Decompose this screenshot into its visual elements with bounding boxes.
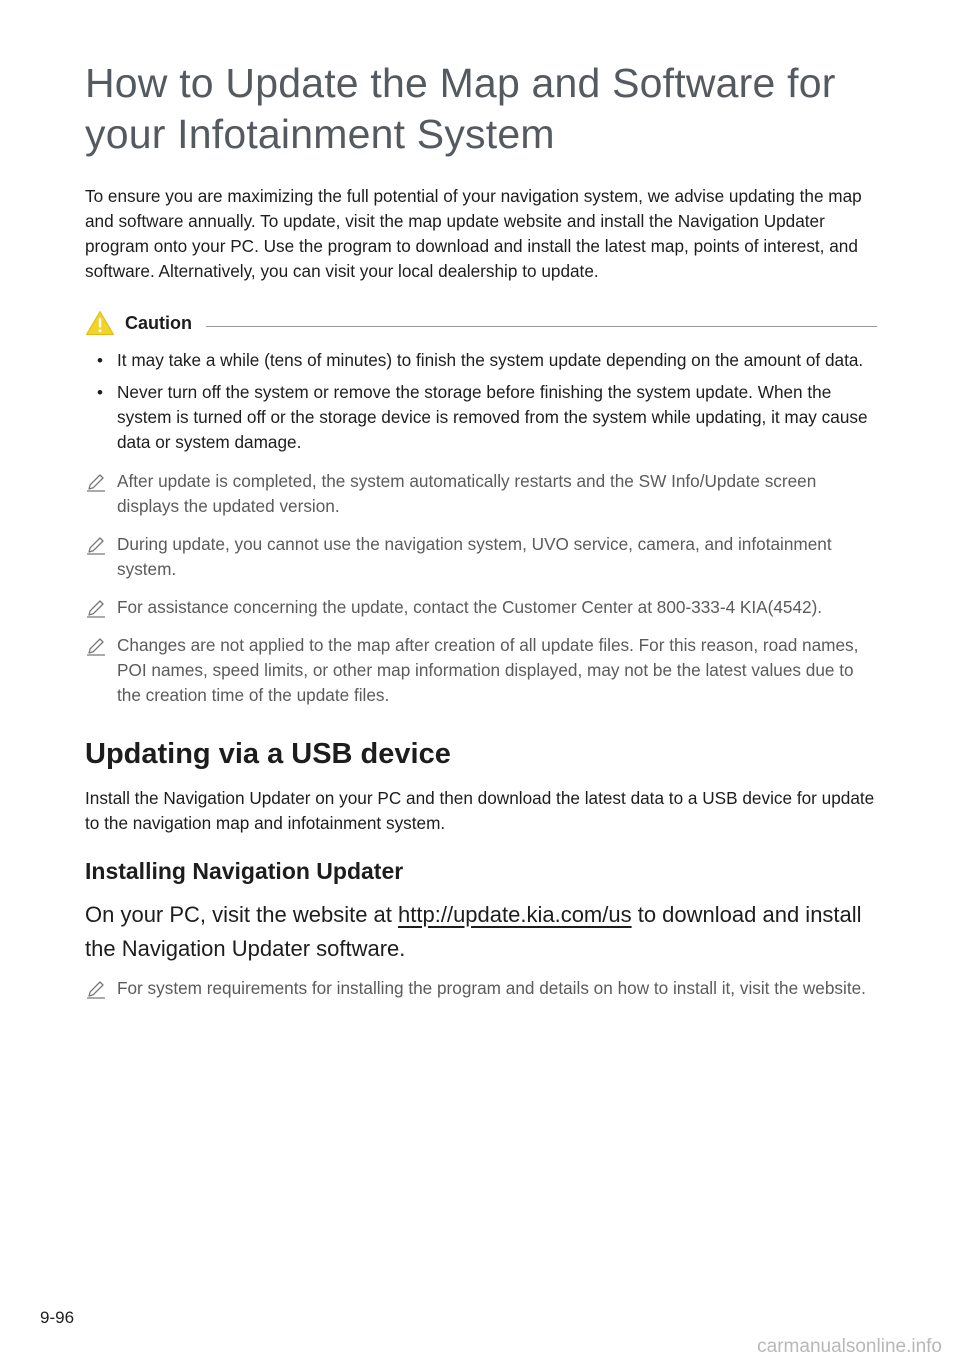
pencil-note-icon <box>86 979 106 999</box>
subsection-notes <box>85 976 877 1001</box>
caution-header <box>85 310 877 336</box>
intro-paragraph: To ensure you are maximizing the full potential of your navigation system, we advise updating the map and software annually. To update, visit the map update website and install the Navigation Updater program onto your PC. Use the program to download and install the latest map, points of interest, and software. Alternatively, you can visit your local dealership to update. <box>85 186 862 281</box>
subsection-heading: Installing Navigation Updater <box>85 858 404 884</box>
watermark: carmanualsonline.info <box>757 1336 942 1357</box>
note-text: During update, you cannot use the navigation system, UVO service, camera, and infotainment system. <box>117 534 832 579</box>
page-number: 9-96 <box>40 1308 75 1327</box>
note-item <box>85 532 877 582</box>
note-text: For assistance concerning the update, contact the Customer Center at 800-333-4 KIA(4542). <box>117 597 823 617</box>
subsection-body <box>85 898 877 966</box>
pencil-note-icon <box>86 636 106 656</box>
page-content <box>85 58 877 1014</box>
caution-item-text: It may take a while (tens of minutes) to finish the system update depending on the amount of data. <box>117 350 864 370</box>
bullet-icon: • <box>97 351 103 370</box>
page-title-line-1: How to Update the Map and Software for <box>85 60 836 106</box>
bullet-icon: • <box>97 383 103 402</box>
subsection-body-start: On your PC, visit the website at <box>85 902 399 927</box>
notes-list <box>85 469 877 708</box>
section-heading: Updating via a USB device <box>85 738 451 770</box>
update-website-link[interactable]: http://update.kia.com/us <box>398 902 632 927</box>
note-item <box>85 595 877 620</box>
note-text: Changes are not applied to the map after creation of all update files. For this reason, road names, POI names, speed limits, or other map information displayed, may not be the latest values due to the creation time of the update files. <box>117 635 859 705</box>
caution-item <box>85 380 877 455</box>
caution-item <box>85 348 877 373</box>
note-item <box>85 976 877 1001</box>
pencil-note-icon <box>86 598 106 618</box>
page-title <box>85 58 877 160</box>
section-body: Install the Navigation Updater on your PC and then download the latest data to a USB device for update to the navigation map and infotainment system. <box>85 788 875 833</box>
note-item <box>85 469 877 519</box>
page-title-line-2: your Infotainment System <box>85 111 555 157</box>
caution-list <box>85 348 877 455</box>
subsection-body-end: to download and install the Navigation Updater software. <box>85 902 862 961</box>
caution-label: Caution <box>125 312 192 333</box>
pencil-note-icon <box>86 472 106 492</box>
warning-triangle-icon <box>85 310 115 336</box>
pencil-note-icon <box>86 535 106 555</box>
caution-divider <box>206 326 877 327</box>
caution-item-text: Never turn off the system or remove the storage before finishing the system update. When the system is turned off or the storage device is removed from the system while updating, it may cause data or system damage. <box>117 382 868 452</box>
note-item <box>85 633 877 708</box>
note-text: After update is completed, the system automatically restarts and the SW Info/Update screen displays the updated version. <box>117 471 817 516</box>
note-text: For system requirements for installing the program and details on how to install it, visit the website. <box>117 978 866 998</box>
